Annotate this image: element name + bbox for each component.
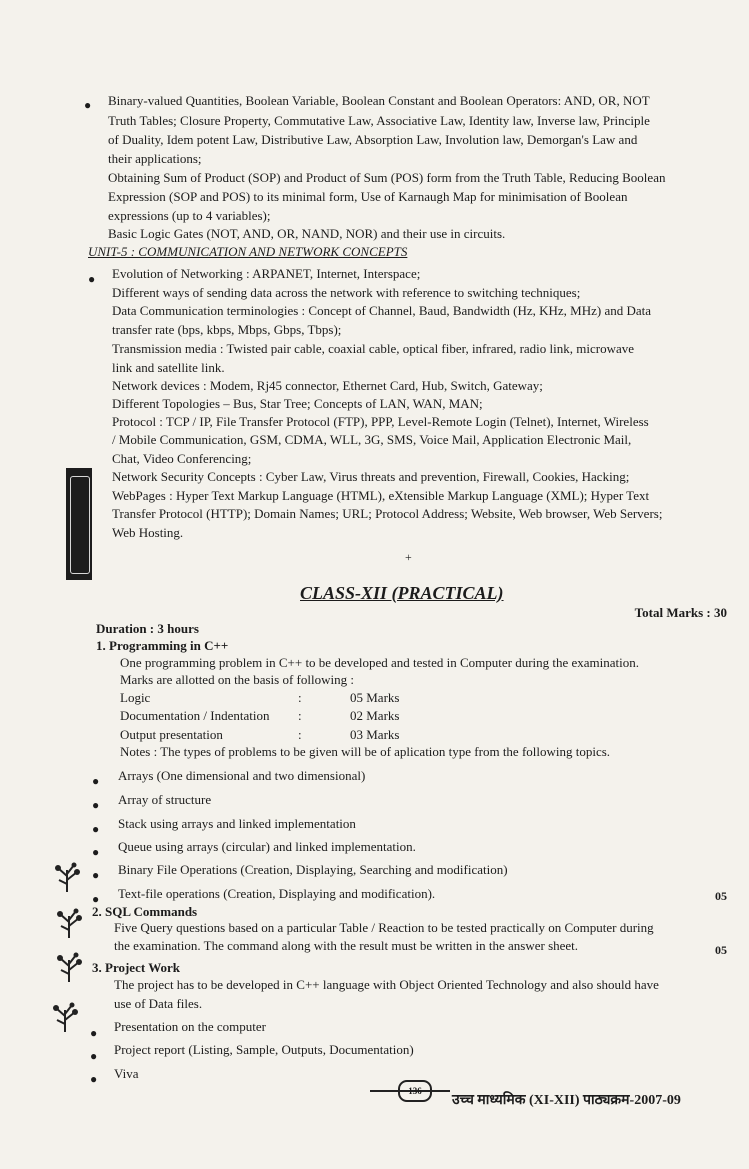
marks-label: Logic xyxy=(120,690,151,705)
unit5-line-1: Evolution of Networking : ARPANET, Internet, Interspace; xyxy=(112,266,421,281)
bullet-topic: ● xyxy=(92,868,100,882)
bullet-topic: ● xyxy=(92,822,100,836)
class-title: CLASS-XII (PRACTICAL) xyxy=(300,583,504,603)
bullet-unit4: ● xyxy=(84,98,92,112)
marks-row-logic xyxy=(120,690,400,706)
unit5-line-2: Different ways of sending data across the network with reference to switching techniques; xyxy=(112,285,581,300)
plant-doodle-icon xyxy=(48,1000,82,1034)
total-marks: Total Marks : 30 xyxy=(634,605,727,620)
marks-label: Output presentation xyxy=(120,727,223,742)
unit5-line-4: transfer rate (bps, kbps, Mbps, Gbps, Tbps); xyxy=(112,322,342,337)
marks-value: 05 Marks xyxy=(350,690,400,705)
marks-row-output xyxy=(120,727,400,743)
section-2-line-2: the examination. The command along with the result must be written in the answer sheet. xyxy=(114,938,579,953)
unit5-line-11: Chat, Video Conferencing; xyxy=(112,451,252,466)
unit5-line-10: / Mobile Communication, GSM, CDMA, WLL, 3G, SMS, Voice Mail, Application Electronic Mail, xyxy=(112,432,632,447)
unit4-line-1: Binary-valued Quantities, Boolean Variable, Boolean Constant and Boolean Operators: AND, OR, NOT xyxy=(108,93,650,108)
registration-mark: + xyxy=(405,550,412,564)
section-3-line-2: use of Data files. xyxy=(114,996,203,1011)
marks-row-documentation xyxy=(120,708,400,724)
section-1-heading: 1. Programming in C++ xyxy=(96,638,229,653)
section-1-line-2: Marks are allotted on the basis of following : xyxy=(120,672,354,687)
plant-doodle-icon xyxy=(52,906,86,940)
topic-5: Binary File Operations (Creation, Displaying, Searching and modification) xyxy=(118,862,508,877)
unit5-line-8: Different Topologies – Bus, Star Tree; Concepts of LAN, WAN, MAN; xyxy=(112,396,483,411)
unit5-heading: UNIT-5 : COMMUNICATION AND NETWORK CONCEPTS xyxy=(88,244,408,259)
topic-2: Array of structure xyxy=(118,792,212,807)
page-number: 136 xyxy=(398,1080,432,1102)
unit4-line-7: expressions (up to 4 variables); xyxy=(108,208,271,223)
unit5-line-12: Network Security Concepts : Cyber Law, Virus threats and prevention, Firewall, Cookies, Hacking; xyxy=(112,469,630,484)
topic-1: Arrays (One dimensional and two dimensional) xyxy=(118,768,366,783)
project-item-2: Project report (Listing, Sample, Outputs, Documentation) xyxy=(114,1042,414,1057)
duration: Duration : 3 hours xyxy=(96,621,199,636)
bullet-project: ● xyxy=(90,1026,98,1040)
plant-doodle-icon xyxy=(52,950,86,984)
bullet-project: ● xyxy=(90,1072,98,1086)
marks-value: 02 Marks xyxy=(350,708,400,723)
unit4-line-6: Expression (SOP and POS) to its minimal form, Use of Karnaugh Map for minimisation of Boolean xyxy=(108,189,628,204)
unit5-line-15: Web Hosting. xyxy=(112,525,184,540)
unit4-line-8: Basic Logic Gates (NOT, AND, OR, NAND, NOR) and their use in circuits. xyxy=(108,226,506,241)
unit5-line-3: Data Communication terminologies : Concept of Channel, Baud, Bandwidth (Hz, KHz, MHz) and Data xyxy=(112,303,652,318)
section-3-marks: 05 xyxy=(715,943,727,957)
topic-4: Queue using arrays (circular) and linked implementation. xyxy=(118,839,416,854)
unit5-line-5: Transmission media : Twisted pair cable, coaxial cable, optical fiber, infrared, radio link, microwave xyxy=(112,341,635,356)
marks-value: 03 Marks xyxy=(350,727,400,742)
unit4-line-2: Truth Tables; Closure Property, Commutative Law, Associative Law, Identity law, Inverse law, Principle xyxy=(108,113,650,128)
bullet-project: ● xyxy=(90,1049,98,1063)
project-item-3: Viva xyxy=(114,1066,139,1081)
section-2-line-1: Five Query questions based on a particular Table / Reaction to be tested practically on Computer during xyxy=(114,920,654,935)
bullet-topic: ● xyxy=(92,774,100,788)
unit4-line-5: Obtaining Sum of Product (SOP) and Product of Sum (POS) form from the Truth Table, Reducing Boolean xyxy=(108,170,666,185)
project-item-1: Presentation on the computer xyxy=(114,1019,266,1034)
plant-doodle-icon xyxy=(50,860,84,894)
section-3-heading: 3. Project Work xyxy=(92,960,180,975)
footer-text: उच्च माध्यमिक (XI-XII) पाठ्यक्रम-2007-09 xyxy=(452,1093,681,1108)
marks-colon: : xyxy=(298,690,302,705)
section-2-marks: 05 xyxy=(715,889,727,903)
marks-label: Documentation / Indentation xyxy=(120,708,270,723)
section-2-heading: 2. SQL Commands xyxy=(92,904,198,919)
marks-colon: : xyxy=(298,727,302,742)
unit5-line-14: Transfer Protocol (HTTP); Domain Names; URL; Protocol Address; Website, Web browser, Web Servers; xyxy=(112,506,663,521)
bullet-topic: ● xyxy=(92,845,100,859)
bullet-unit5: ● xyxy=(88,272,96,286)
unit5-line-13: WebPages : Hyper Text Markup Language (HTML), eXtensible Markup Language (XML); Hyper Text xyxy=(112,488,650,503)
unit4-line-4: their applications; xyxy=(108,151,202,166)
topic-3: Stack using arrays and linked implementation xyxy=(118,816,356,831)
section-1-line-1: One programming problem in C++ to be developed and tested in Computer during the examination. xyxy=(120,655,640,670)
bullet-topic: ● xyxy=(92,798,100,812)
unit4-line-3: of Duality, Idem potent Law, Distributive Law, Absorption Law, Involution law, Demorgan's Law and xyxy=(108,132,638,147)
unit5-line-7: Network devices : Modem, Rj45 connector, Ethernet Card, Hub, Switch, Gateway; xyxy=(112,378,543,393)
section-1-notes: Notes : The types of problems to be given will be of aplication type from the following topics. xyxy=(120,744,611,759)
section-3-line-1: The project has to be developed in C++ language with Object Oriented Technology and also should have xyxy=(114,977,659,992)
unit5-line-9: Protocol : TCP / IP, File Transfer Protocol (FTP), PPP, Level-Remote Login (Telnet), Internet, Wireless xyxy=(112,414,649,429)
section-side-tab xyxy=(66,468,92,580)
marks-colon: : xyxy=(298,708,302,723)
bullet-topic: ● xyxy=(92,892,100,906)
topic-6: Text-file operations (Creation, Displaying and modification). xyxy=(118,886,436,901)
unit5-line-6: link and satellite link. xyxy=(112,360,225,375)
